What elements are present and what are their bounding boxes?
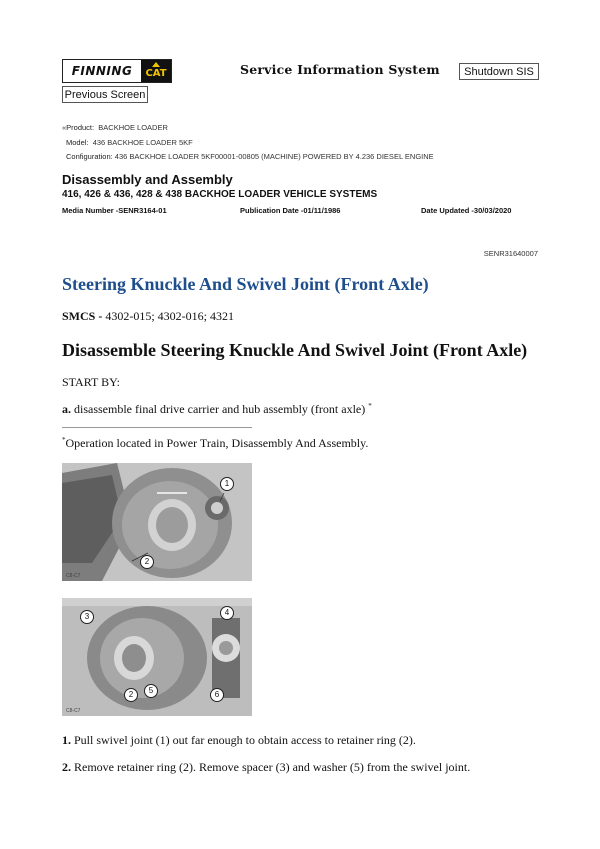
step-a-label: a.: [62, 402, 71, 416]
start-by-step-a: [62, 402, 372, 417]
publication-date: Publication Date -01/11/1986: [240, 206, 341, 215]
step-1-text: Pull swivel joint (1) out far enough to obtain access to retainer ring (2).: [74, 733, 416, 747]
step-1: [62, 733, 416, 748]
cat-badge: [141, 60, 171, 82]
step-a-text: disassemble final drive carrier and hub assembly (front axle): [74, 402, 366, 416]
breadcrumb-model: Model: 436 BACKHOE LOADER 5KF: [66, 137, 193, 147]
cat-triangle-icon: [152, 62, 160, 67]
procedure-title: Disassemble Steering Knuckle And Swivel Joint (Front Axle): [62, 340, 528, 360]
start-by-label: START BY:: [62, 375, 121, 389]
step-2-number: 2.: [62, 760, 71, 774]
footnote-text: Operation located in Power Train, Disassembly And Assembly.: [65, 436, 369, 450]
shutdown-sis-button[interactable]: Shutdown SIS: [459, 63, 539, 80]
media-number: Media Number -SENR3164-01: [62, 206, 167, 215]
breadcrumb: [62, 121, 434, 165]
page-title: Service Information System: [240, 62, 440, 77]
logo-text: FINNING: [71, 64, 133, 78]
svg-text:C8-C7: C8-C7: [66, 573, 81, 579]
section-title: Disassembly and Assembly: [62, 172, 233, 187]
callout-3: 3: [80, 610, 94, 624]
figure-swivel-joint-photo: [62, 463, 252, 581]
breadcrumb-product: «Product: BACKHOE LOADER: [62, 123, 168, 132]
svg-text:C8-C7: C8-C7: [66, 708, 81, 714]
finning-cat-logo: [62, 59, 172, 83]
callout-1: 1: [220, 477, 234, 491]
callout-6: 6: [210, 688, 224, 702]
cat-badge-text: CAT: [145, 67, 167, 79]
breadcrumb-configuration: Configuration: 436 BACKHOE LOADER 5KF00001-00805 (MACHINE) POWERED BY 4.236 DIESEL ENGINE: [66, 152, 434, 161]
step-1-number: 1.: [62, 733, 71, 747]
step-2: [62, 760, 470, 775]
document-title: Steering Knuckle And Swivel Joint (Front Axle): [62, 274, 429, 294]
footnote-mark: *: [368, 402, 372, 410]
smcs-label: SMCS -: [62, 309, 103, 323]
callout-2: 2: [140, 555, 154, 569]
footnote-divider: [62, 427, 252, 428]
footnote-mark: *: [62, 436, 66, 444]
callout-4: 4: [220, 606, 234, 620]
callout-2: 2: [124, 688, 138, 702]
section-subtitle: 416, 426 & 436, 428 & 438 BACKHOE LOADER VEHICLE SYSTEMS: [62, 189, 378, 200]
smcs-codes: [62, 309, 234, 324]
back-arrows-icon[interactable]: «: [62, 123, 67, 132]
step-2-text: Remove retainer ring (2). Remove spacer (3) and washer (5) from the swivel joint.: [74, 760, 471, 774]
figure-retainer-ring-photo: [62, 598, 252, 716]
previous-screen-button[interactable]: Previous Screen: [62, 86, 148, 103]
document-id: SENR31640007: [483, 249, 538, 258]
date-updated: Date Updated -30/03/2020: [421, 206, 512, 215]
smcs-values: 4302-015; 4302-016; 4321: [105, 309, 235, 323]
footnote: [62, 436, 368, 451]
callout-5: 5: [144, 684, 158, 698]
